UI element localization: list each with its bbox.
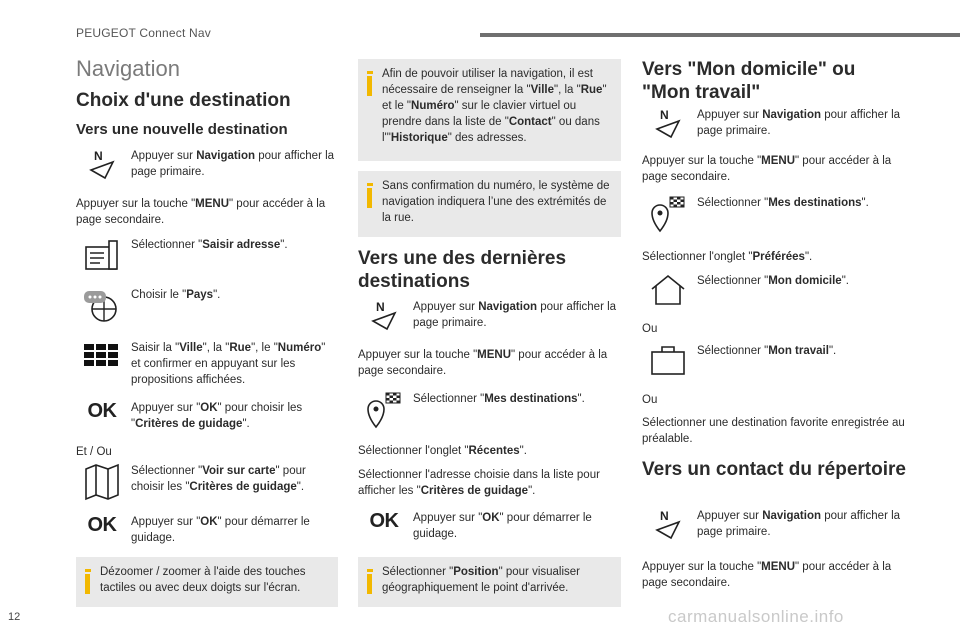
step-text: Appuyer sur "OK" pour démarrer le guidage. — [413, 512, 592, 540]
destination-flag-pin-icon — [642, 195, 694, 235]
ou-label: Ou — [642, 323, 658, 335]
step-text: Appuyer sur Navigation pour afficher la page primaire. — [697, 510, 901, 538]
ok-icon: OK — [369, 510, 399, 532]
step-text: Saisir la "Ville", la "Rue", le "Numéro" et confirmer en appuyant sur les propositions affichées. — [131, 342, 326, 386]
info-icon — [367, 183, 373, 208]
home-icon — [642, 273, 694, 313]
heading-nouvelle-destination: Vers une nouvelle destination — [76, 121, 288, 138]
step-text: Appuyer sur Navigation pour afficher la page primaire. — [131, 150, 335, 178]
header-title: PEUGEOT Connect Nav — [76, 26, 211, 40]
watermark: carmanualsonline.info — [668, 607, 844, 626]
svg-text:N: N — [94, 149, 103, 163]
step-text: Appuyer sur "OK" pour choisir les "Critères de guidage". — [131, 402, 303, 430]
step-text: Appuyer sur Navigation pour afficher la page primaire. — [413, 301, 617, 329]
navigation-icon — [76, 148, 128, 188]
step-text: Appuyer sur "OK" pour démarrer le guidage. — [131, 516, 310, 544]
section-title: Navigation — [76, 56, 180, 81]
address-keyboard-icon — [76, 237, 128, 277]
map-icon — [76, 463, 128, 503]
navigation-icon — [642, 508, 694, 548]
page-number: 12 — [8, 611, 21, 623]
step-text: Sélectionner "Mes destinations". — [413, 393, 585, 405]
info-box-zoom: Dézoomer / zoomer à l'aide des touches tactiles ou avec deux doigts sur l'écran. — [76, 557, 338, 607]
step-text: Appuyer sur Navigation pour afficher la page primaire. — [697, 109, 901, 137]
step-text: Sélectionner "Voir sur carte" pour choisir les "Critères de guidage". — [131, 465, 306, 493]
ou-label: Ou — [642, 394, 658, 406]
et-ou-label: Et / Ou — [76, 446, 112, 458]
svg-text:N: N — [376, 300, 385, 314]
step-text: Sélectionner "Saisir adresse". — [131, 239, 288, 251]
svg-text:N: N — [660, 108, 669, 122]
step-text: Sélectionner "Mes destinations". — [697, 197, 869, 209]
paragraph-menu: Appuyer sur la touche "MENU" pour accéder à la page secondaire. — [358, 349, 608, 377]
step-text: Choisir le "Pays". — [131, 289, 221, 301]
ok-icon: OK — [87, 400, 117, 422]
ok-icon: OK — [87, 514, 117, 536]
paragraph-onglet-preferees: Sélectionner l'onglet "Préférées". — [642, 251, 813, 263]
paragraph-favorite: Sélectionner une destination favorite enregistrée au préalable. — [642, 417, 905, 445]
keypad-grid-icon — [76, 340, 128, 380]
info-box-position: Sélectionner "Position" pour visualiser géographiquement le point d'arrivée. — [358, 557, 621, 607]
heading-choix-destination: Choix d'une destination — [76, 90, 291, 111]
info-box-numero: Sans confirmation du numéro, le système de navigation indiquera l’une des extrémités de la rue. — [358, 171, 621, 237]
country-globe-icon — [76, 287, 128, 327]
paragraph-onglet-recentes: Sélectionner l'onglet "Récentes". — [358, 445, 527, 457]
info-icon — [367, 71, 373, 96]
navigation-icon — [358, 299, 410, 339]
header-bar — [480, 33, 960, 37]
info-box-champs: Afin de pouvoir utiliser la navigation, il est nécessaire de renseigner la "Ville", la "Rue" et le "Numéro" sur le clavier virtuel ou prendre dans la liste de "Contact" ou dans l'"Historique" des adresses. — [358, 59, 621, 161]
svg-text:N: N — [660, 509, 669, 523]
heading-domicile-travail: Vers "Mon domicile" ou "Mon travail" — [642, 59, 856, 103]
step-text: Sélectionner "Mon domicile". — [697, 275, 849, 287]
heading-dernieres-destinations: Vers une des dernières destinations — [358, 248, 567, 292]
heading-contact-repertoire: Vers un contact du répertoire — [642, 459, 906, 480]
paragraph-menu: Appuyer sur la touche "MENU" pour accéder à la page secondaire. — [76, 198, 326, 226]
paragraph-adresse-choisie: Sélectionner l'adresse choisie dans la liste pour afficher les "Critères de guidage". — [358, 469, 600, 497]
info-icon — [367, 569, 373, 594]
navigation-icon — [642, 107, 694, 147]
paragraph-menu: Appuyer sur la touche "MENU" pour accéder à la page secondaire. — [642, 155, 892, 183]
destination-flag-pin-icon — [358, 391, 410, 431]
briefcase-icon — [642, 343, 694, 383]
paragraph-menu: Appuyer sur la touche "MENU" pour accéder à la page secondaire. — [642, 561, 892, 589]
step-text: Sélectionner "Mon travail". — [697, 345, 837, 357]
info-icon — [85, 569, 91, 594]
